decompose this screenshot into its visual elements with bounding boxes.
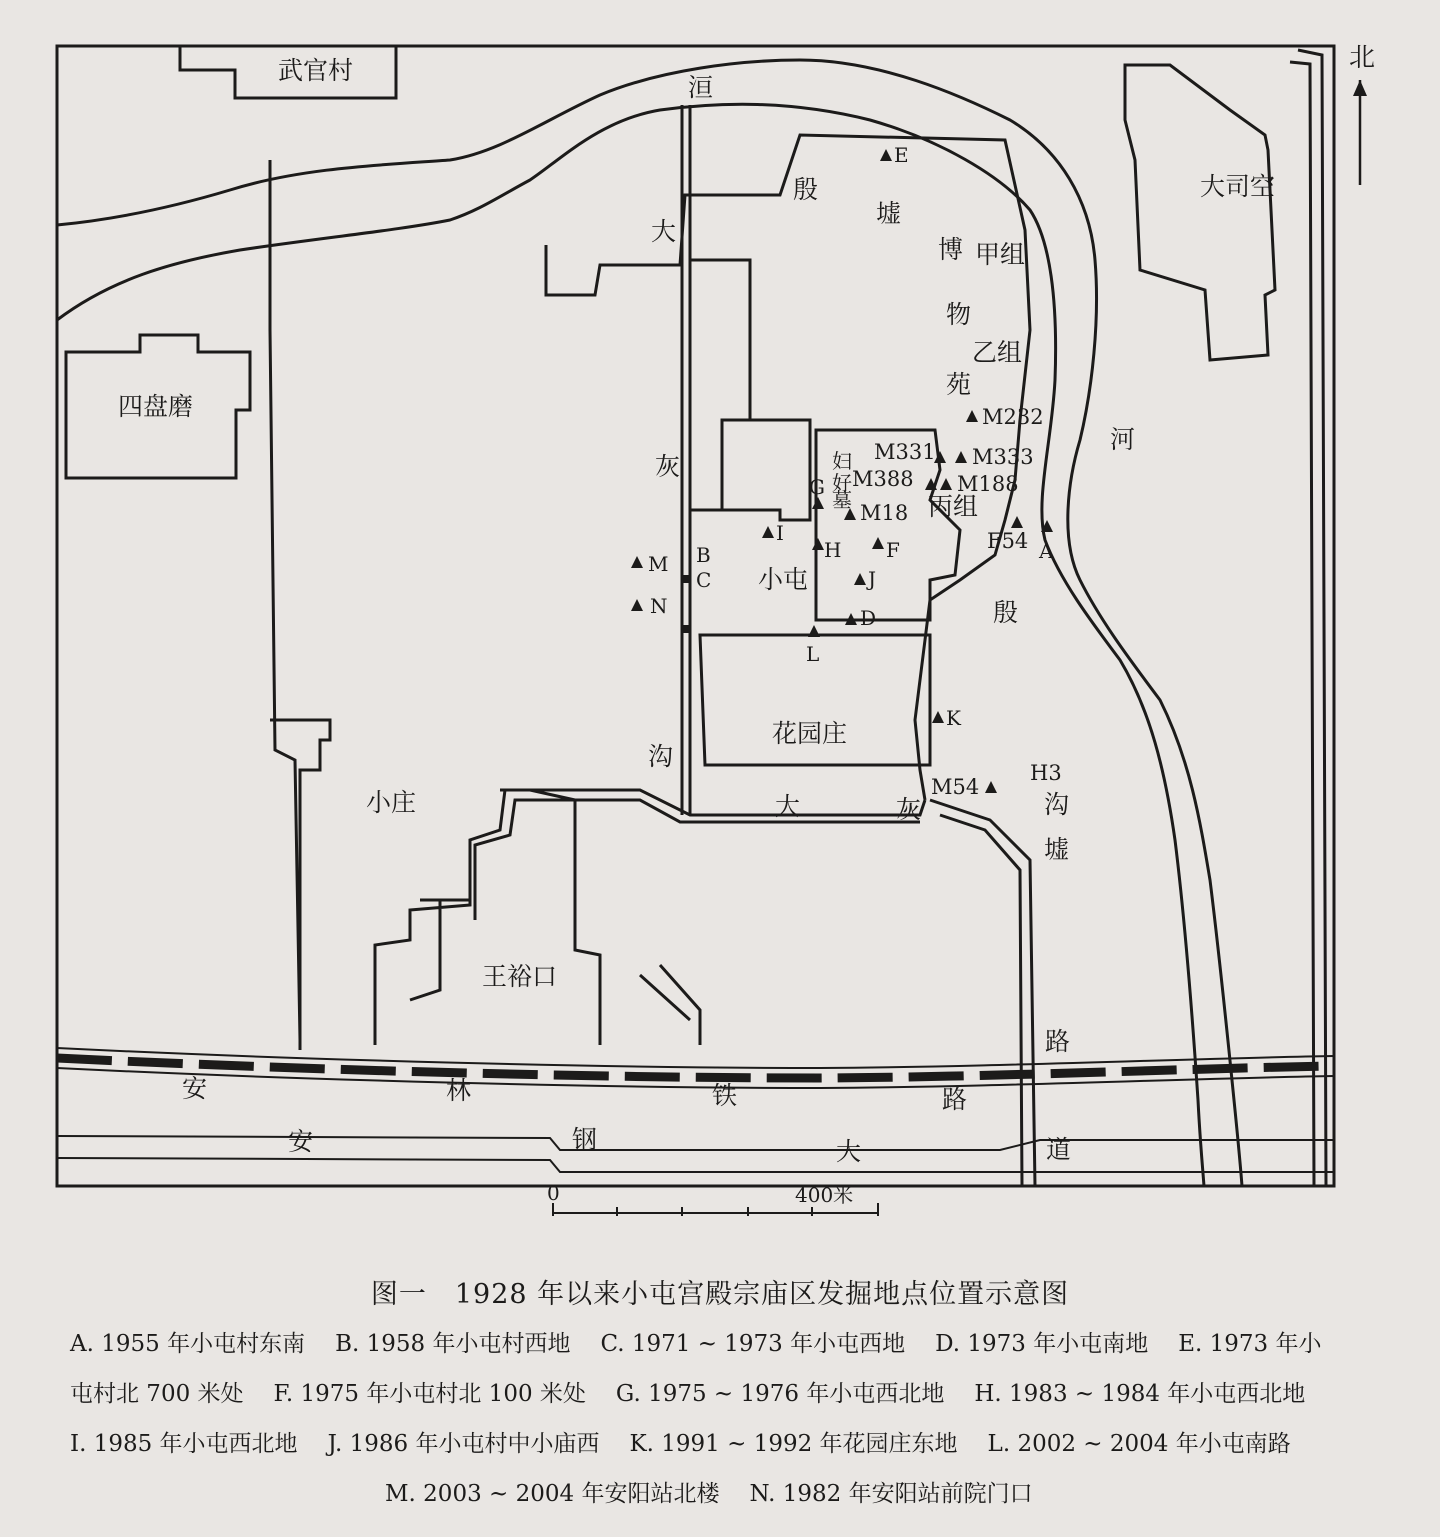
- legend-item: L. 2002 ~ 2004 年小屯南路: [987, 1431, 1291, 1457]
- dagou-label-hui: 灰: [655, 452, 681, 481]
- site-N-marker: [631, 599, 643, 611]
- wangyukou-boundary: [375, 790, 600, 1045]
- site-M333-marker: [955, 451, 967, 463]
- dahuigou-road-da: 大: [775, 792, 801, 821]
- tomb-M188-label: M188: [957, 472, 1019, 496]
- angang-road-label-dao: 道: [1046, 1135, 1072, 1164]
- site-H-marker: [812, 538, 824, 550]
- site-M232-marker: [966, 410, 978, 422]
- site-F-marker: [872, 537, 884, 549]
- east-road: [930, 800, 1035, 1186]
- site-E-marker: [880, 149, 892, 161]
- jia-group-label: 甲组: [975, 240, 1026, 269]
- site-B-marker: [681, 575, 689, 583]
- huan-river-label-1: 洹: [688, 73, 714, 102]
- site-A-label: A: [1039, 539, 1054, 563]
- tomb-M333-label: M333: [972, 445, 1034, 469]
- tomb-M232-label: M232: [982, 405, 1044, 429]
- site-J-label: J: [868, 567, 877, 591]
- figure-caption: 图一 1928 年以来小屯宫殿宗庙区发掘地点位置示意图: [370, 1279, 1070, 1310]
- xiaozhuang-label: 小庄: [366, 788, 417, 817]
- angang-avenue-north-edge: [57, 1136, 1334, 1150]
- site-N-label: N: [650, 594, 668, 618]
- site-G-label: G: [809, 475, 825, 499]
- anlin-railway-label-tie: 铁: [712, 1081, 738, 1110]
- legend-item: A. 1955 年小屯村东南: [70, 1331, 306, 1357]
- sipanmo-label: 四盘磨: [118, 392, 194, 421]
- site-B-label: B: [696, 543, 711, 567]
- yin-lower-label: 殷: [993, 598, 1019, 627]
- legend-line-4: [385, 1475, 1033, 1508]
- north-label: 北: [1349, 43, 1376, 73]
- legend-item: B. 1958 年小屯村西地: [335, 1331, 571, 1357]
- dasikong-label: 大司空: [1200, 172, 1276, 201]
- site-C-label: C: [696, 568, 712, 592]
- legend-item: D. 1973 年小屯南地: [935, 1331, 1149, 1357]
- museum-label-bo: 博: [938, 235, 964, 264]
- fuhao-label-fu: 妇: [832, 449, 852, 473]
- legend-item: J. 1986 年小屯村中小庙西: [327, 1431, 600, 1457]
- site-H-label: H: [824, 538, 842, 562]
- site-I-marker: [762, 526, 774, 538]
- dagou-label-da: 大: [651, 217, 677, 246]
- museum-label-wu: 物: [946, 300, 972, 329]
- site-K-marker: [932, 711, 944, 723]
- dasikong-east-road: [1290, 50, 1326, 1186]
- scale-zero-label: 0: [547, 1181, 560, 1205]
- museum-label-xu: 墟: [876, 199, 902, 228]
- site-M-label: M: [648, 552, 669, 576]
- yi-group-label: 乙组: [972, 338, 1023, 367]
- legend-item: N. 1982 年安阳站前院门口: [749, 1481, 1033, 1507]
- legend-item: I. 1985 年小屯西北地: [70, 1431, 298, 1457]
- site-J-marker: [854, 573, 866, 585]
- legend-item: M. 2003 ~ 2004 年安阳站北楼: [385, 1481, 720, 1507]
- museum-label-yin: 殷: [793, 175, 819, 204]
- angang-road-label-an: 安: [288, 1127, 314, 1156]
- tomb-M54-label: M54: [931, 775, 980, 799]
- north-arrow: [1353, 80, 1367, 185]
- legend-line-1: [70, 1325, 1321, 1358]
- road-segment-south: [640, 965, 700, 1045]
- legend-item: H. 1983 ~ 1984 年小屯西北地: [974, 1381, 1306, 1407]
- site-M331-marker: [934, 451, 946, 463]
- dasikong-boundary: [1125, 65, 1275, 360]
- legend-item: K. 1991 ~ 1992 年花园庄东地: [629, 1431, 958, 1457]
- site-M-marker: [631, 556, 643, 568]
- legend-item: C. 1971 ~ 1973 年小屯西地: [600, 1331, 906, 1357]
- legend-line-3: [70, 1425, 1291, 1458]
- map-frame: [57, 46, 1334, 1186]
- tomb-M331-label: M331: [874, 440, 936, 464]
- legend-item: F. 1975 年小屯村北 100 米处: [273, 1381, 586, 1407]
- site-M54-marker: [985, 781, 997, 793]
- tomb-F54-label: F54: [987, 529, 1029, 553]
- tomb-M388-label: M388: [852, 467, 914, 491]
- site-F54-marker: [1011, 516, 1023, 528]
- xiaozhuang-boundary: [270, 720, 330, 1050]
- huan-river-label-2: 河: [1110, 425, 1136, 454]
- site-D-label: D: [860, 606, 877, 630]
- anlin-railway-label-lu: 路: [942, 1085, 968, 1114]
- site-K-label: K: [946, 706, 961, 730]
- west-road-block: [270, 160, 750, 1040]
- site-E-label: E: [894, 143, 909, 167]
- dahuigou-road: [470, 790, 925, 920]
- museum-label-yuan: 苑: [946, 370, 972, 399]
- dahuigou-road-hui: 灰: [896, 795, 922, 824]
- wuguancun-label: 武官村: [278, 56, 354, 85]
- legend-item: 屯村北 700 米处: [70, 1381, 244, 1407]
- road-lu-label: 路: [1045, 1027, 1071, 1056]
- bing-group-label: 丙组: [928, 492, 979, 521]
- scale-distance-label: 400米: [795, 1183, 854, 1207]
- xiaotun-label: 小屯: [758, 565, 809, 594]
- legend-item: G. 1975 ~ 1976 年小屯西北地: [615, 1381, 945, 1407]
- site-I-label: I: [776, 521, 784, 545]
- anlin-railway-label-lin: 林: [446, 1076, 472, 1105]
- site-L-marker: [808, 625, 820, 637]
- site-L-label: L: [806, 642, 820, 666]
- fuhao-label-mu: 墓: [832, 488, 852, 512]
- huayuanzhuang-label: 花园庄: [772, 719, 848, 748]
- gouxu-label-gou: 沟: [1044, 790, 1070, 819]
- site-M188-marker: [940, 478, 952, 490]
- angang-road-label-gang: 钢: [572, 1125, 598, 1154]
- gouxu-label-xu: 墟: [1044, 835, 1070, 864]
- wangyukou-label: 王裕口: [482, 962, 558, 991]
- tomb-H3-label: H3: [1030, 761, 1062, 785]
- fuhao-label-hao: 好: [832, 471, 852, 495]
- angang-avenue-south-edge: [57, 1158, 1334, 1172]
- legend-line-2: [70, 1375, 1305, 1408]
- huan-river-bank-upper: [57, 60, 1242, 1186]
- site-F-label: F: [886, 538, 900, 562]
- anlin-railway-label-an: 安: [182, 1074, 208, 1103]
- tomb-M18-label: M18: [860, 501, 909, 525]
- site-C-marker: [681, 625, 689, 633]
- legend-item: E. 1973 年小: [1178, 1331, 1322, 1357]
- dagou-label-gou: 沟: [648, 742, 674, 771]
- angang-road-label-da: 大: [836, 1137, 862, 1166]
